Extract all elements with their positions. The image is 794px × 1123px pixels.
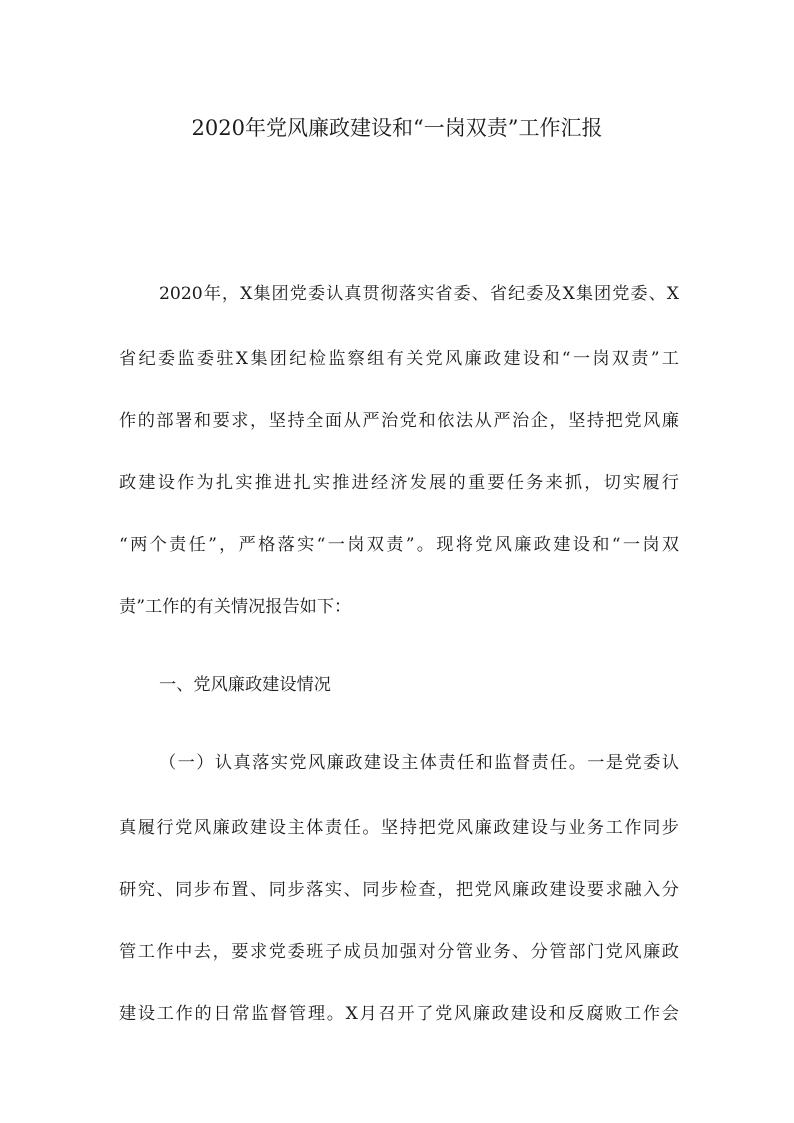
paragraph-line: （一）认真落实党风廉政建设主体责任和监督责任。一是党委认 bbox=[159, 753, 679, 773]
paragraph-line: “两个责任”，严格落实“一岗双责”。现将党风廉政建设和“一岗双 bbox=[119, 535, 679, 555]
paragraph-line: 研究、同步布置、同步落实、同步检查，把党风廉政建设要求融入分 bbox=[119, 880, 679, 900]
paragraph-line: 责”工作的有关情况报告如下： bbox=[119, 597, 352, 617]
paragraph-line: 建设工作的日常监督管理。X月召开了党风廉政建设和反腐败工作会 bbox=[119, 1004, 679, 1024]
paragraph-line: 作的部署和要求，坚持全面从严治党和依法从严治企，坚持把党风廉 bbox=[119, 411, 679, 431]
paragraph-line: 省纪委监委驻X集团纪检监察组有关党风廉政建设和“一岗双责”工 bbox=[119, 349, 679, 369]
paragraph-line: 2020年，X集团党委认真贯彻落实省委、省纪委及X集团党委、X bbox=[159, 284, 679, 304]
paragraph-line: 真履行党风廉政建设主体责任。坚持把党风廉政建设与业务工作同步 bbox=[119, 818, 679, 838]
paragraph-line: 管工作中去，要求党委班子成员加强对分管业务、分管部门党风廉政 bbox=[119, 942, 679, 962]
section-heading: 一、党风廉政建设情况 bbox=[159, 675, 331, 695]
document-title: 2020年党风廉政建设和“一岗双责”工作汇报 bbox=[191, 116, 603, 140]
paragraph-line: 政建设作为扎实推进扎实推进经济发展的重要任务来抓，切实履行 bbox=[119, 473, 679, 493]
